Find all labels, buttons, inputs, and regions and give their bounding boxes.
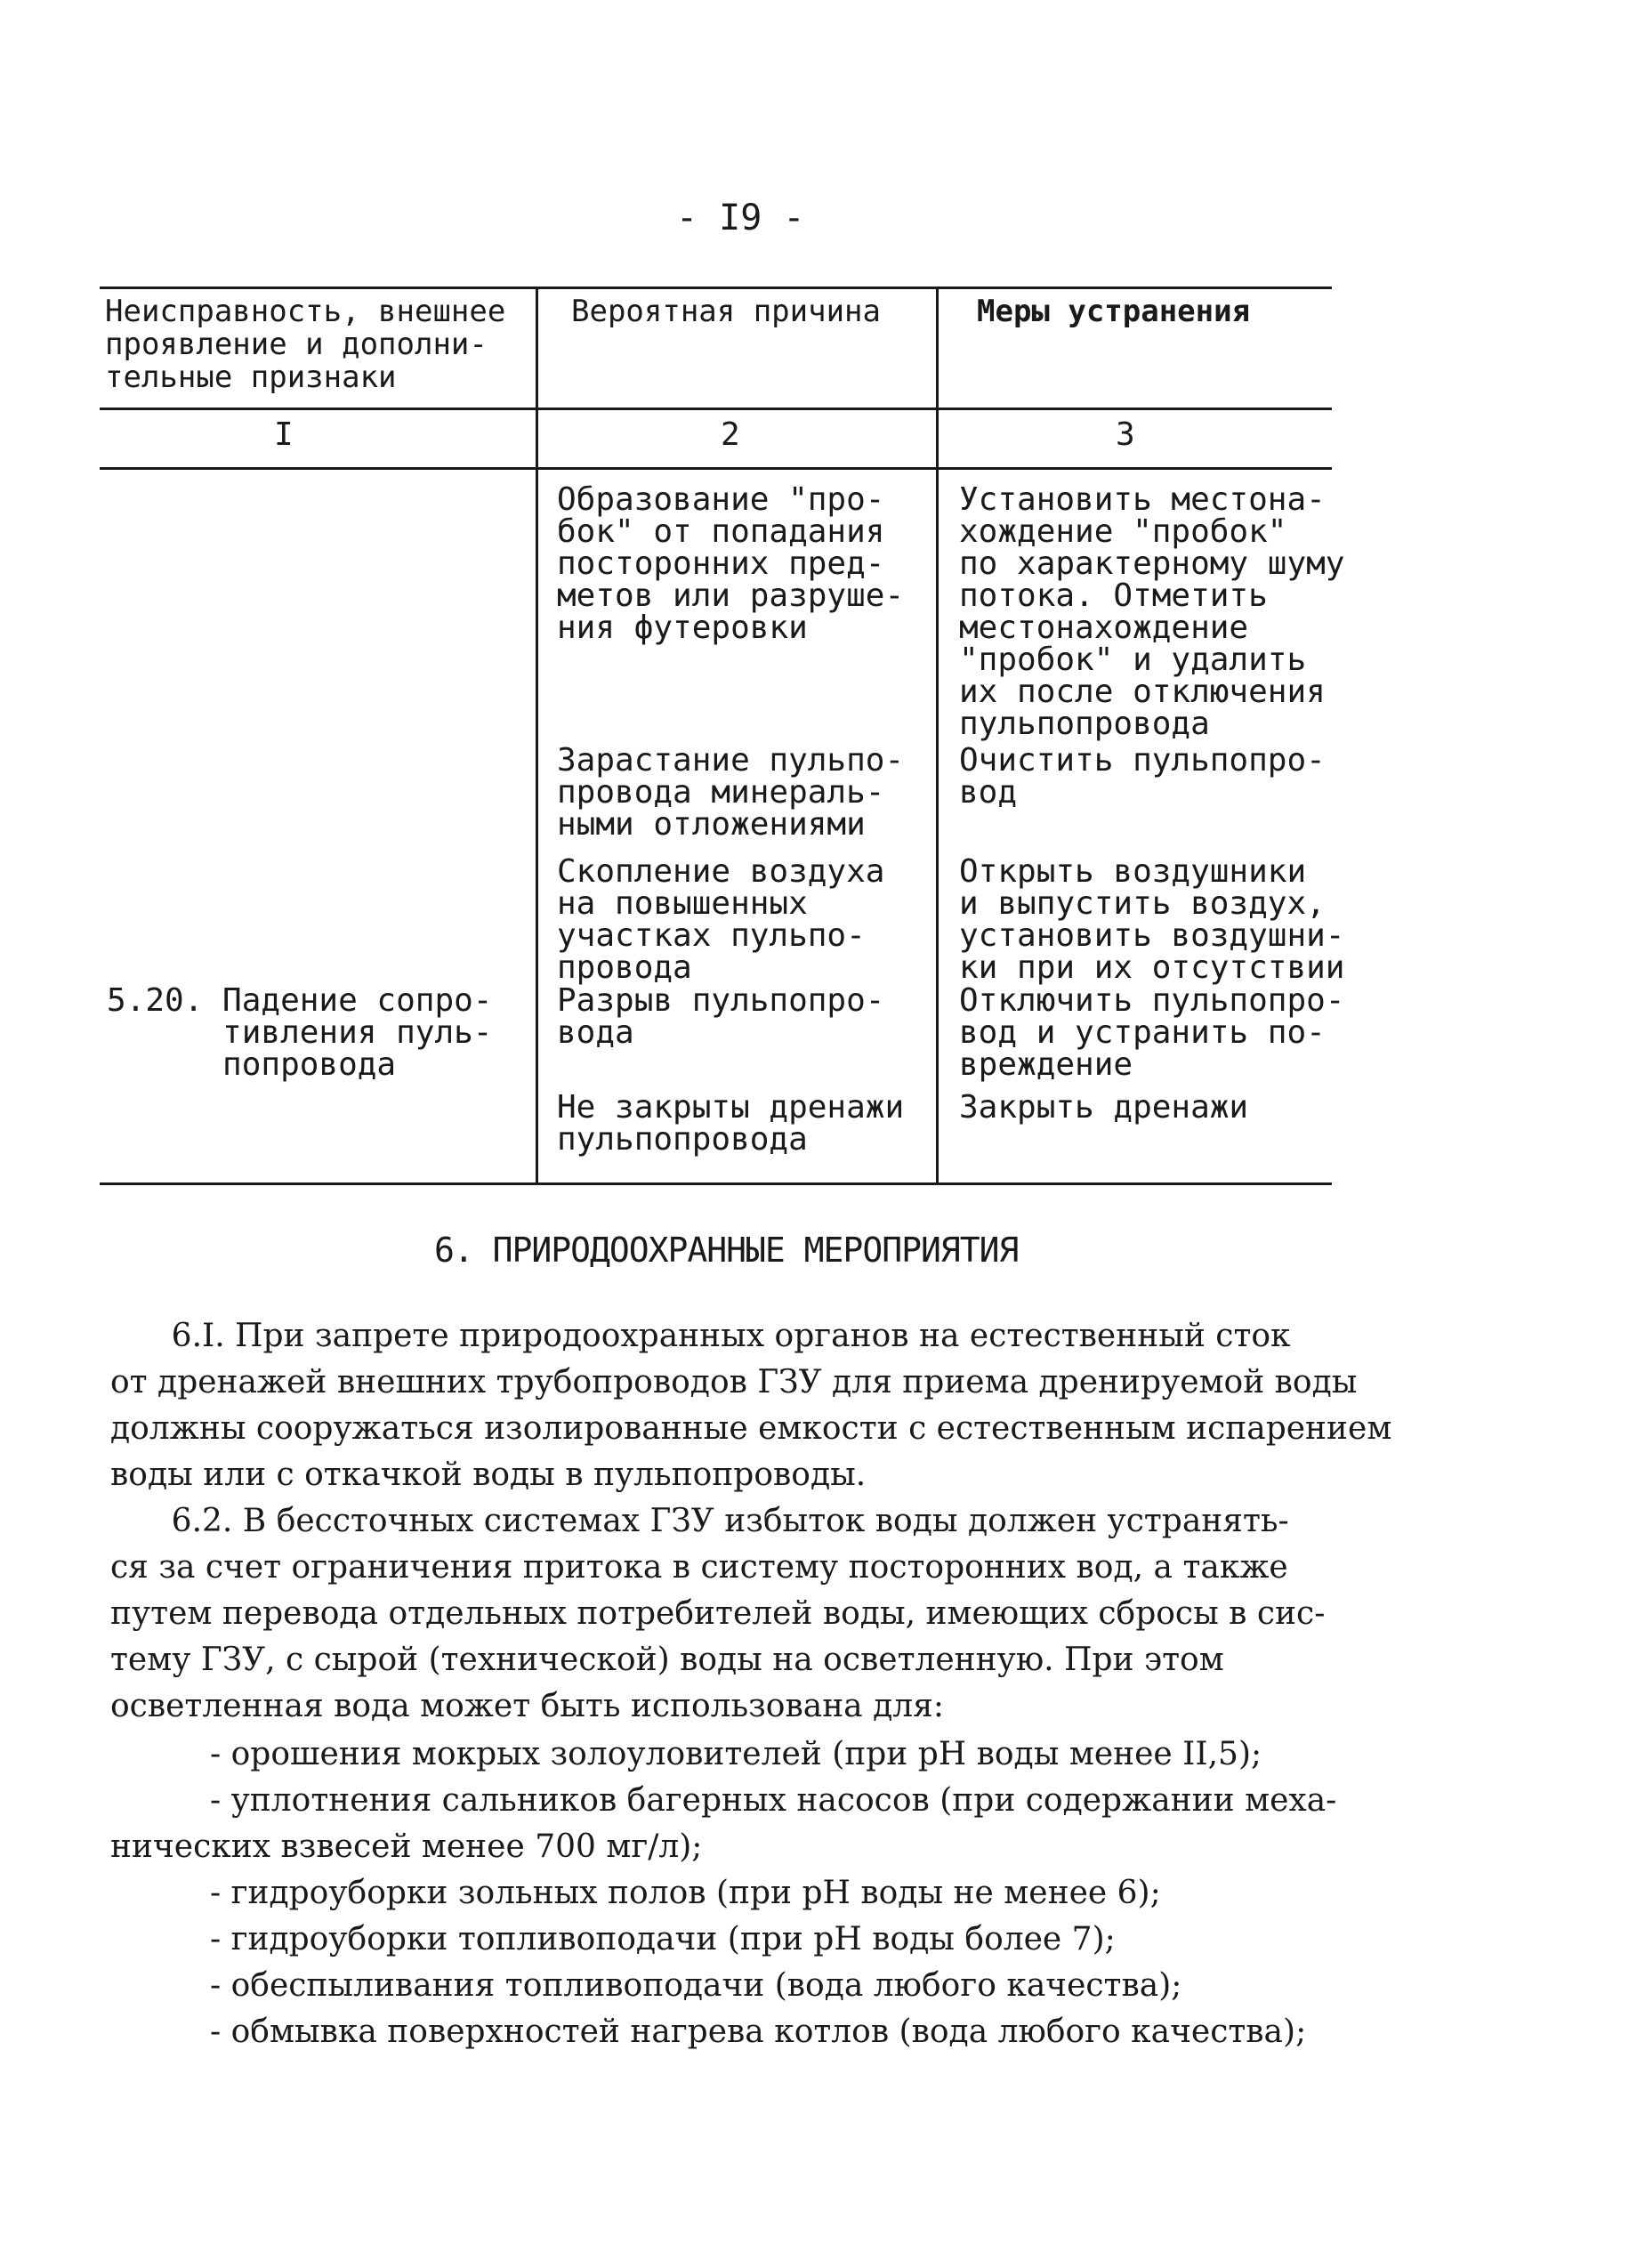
remedy-row-3: Открыть воздушники и выпустить воздух, установить воздушни- ки при их отсутствии [959, 853, 1345, 986]
table-top-rule [100, 287, 1332, 289]
list-item-3: - гидроуборки зольных полов (при рН воды не менее 6); [210, 1875, 1161, 1911]
list-item-1: - орошения мокрых золоуловителей (при рН воды менее II,5); [210, 1736, 1262, 1772]
table-colnum-rule [100, 467, 1332, 470]
list-item-2: - уплотнения сальников багерных насосов (при содержании меха- [210, 1782, 1337, 1819]
list-item-2-continuation: нических взвесей менее 700 мг/л); [110, 1828, 703, 1865]
cause-row-3: Скопление воздуха на повышенных участках пульпо- провода [557, 853, 885, 986]
remedy-row-4: Отключить пульпопро- вод и устранить по- вреждение [959, 982, 1345, 1083]
list-item-5: - обеспыливания топливоподачи (вода любого качества); [210, 1967, 1182, 2004]
remedy-row-2: Очистить пульпопро- вод [959, 742, 1326, 811]
column-number-3: 3 [1116, 416, 1135, 453]
paragraph-6-2: 6.2. В бессточных системах ГЗУ избыток воды должен устранять- ся за счет ограничения притока в систему посторонних вод, а также путем перевода отдельных потребителей воды, имеющих сбросы в сис- тему ГЗУ, с сырой (технической) воды на осветленную. При этом осветленная вода может быть использована для: [110, 1503, 1326, 1724]
column-number-2: 2 [721, 416, 740, 453]
remedy-row-5: Закрыть дренажи [959, 1089, 1249, 1126]
cause-row-5: Не закрыты дренажи пульпопровода [557, 1089, 905, 1158]
fault-description: 5.20. Падение сопро- тивления пуль- попровода [107, 982, 493, 1083]
cause-row-2: Зарастание пульпо- провода минераль- ными отложениями [557, 742, 905, 843]
list-item-6: - обмывка поверхностей нагрева котлов (вода любого качества); [210, 2014, 1307, 2050]
cause-row-1: Образование "про- бок" от попадания посторонних пред- метов или разруше- ния футеровки [557, 481, 905, 646]
list-item-4: - гидроуборки топливоподачи (при рН воды более 7); [210, 1921, 1116, 1957]
cause-row-4: Разрыв пульпопро- вода [557, 982, 885, 1051]
header-cause: Вероятная причина [571, 294, 881, 329]
table-header-rule [100, 408, 1332, 410]
remedy-row-1: Установить местона- хождение "пробок" по характерному шуму потока. Отметить местонахождение "пробок" и удалить их после отключения пульпопровода [959, 481, 1345, 742]
header-remedy: Меры устранения [977, 294, 1251, 329]
paragraph-6-1: 6.I. При запрете природоохранных органов на естественный сток от дренажей внешних трубопроводов ГЗУ для приема дренируемой воды должны сооружаться изолированные емкости с естественным испарением воды или с откачкой воды в пульпопроводы. [110, 1318, 1392, 1493]
section-title: 6. ПРИРОДООХРАННЫЕ МЕРОПРИЯТИЯ [434, 1231, 1019, 1270]
column-number-1: I [274, 416, 294, 453]
table-divider-1 [536, 287, 538, 1185]
table-divider-2 [936, 287, 939, 1185]
troubleshooting-table [100, 287, 1345, 1185]
page-number: - I9 - [676, 198, 805, 238]
header-fault: Неисправность, внешнее проявление и дополни- тельные признаки [105, 294, 506, 395]
table-bottom-rule [100, 1182, 1332, 1185]
